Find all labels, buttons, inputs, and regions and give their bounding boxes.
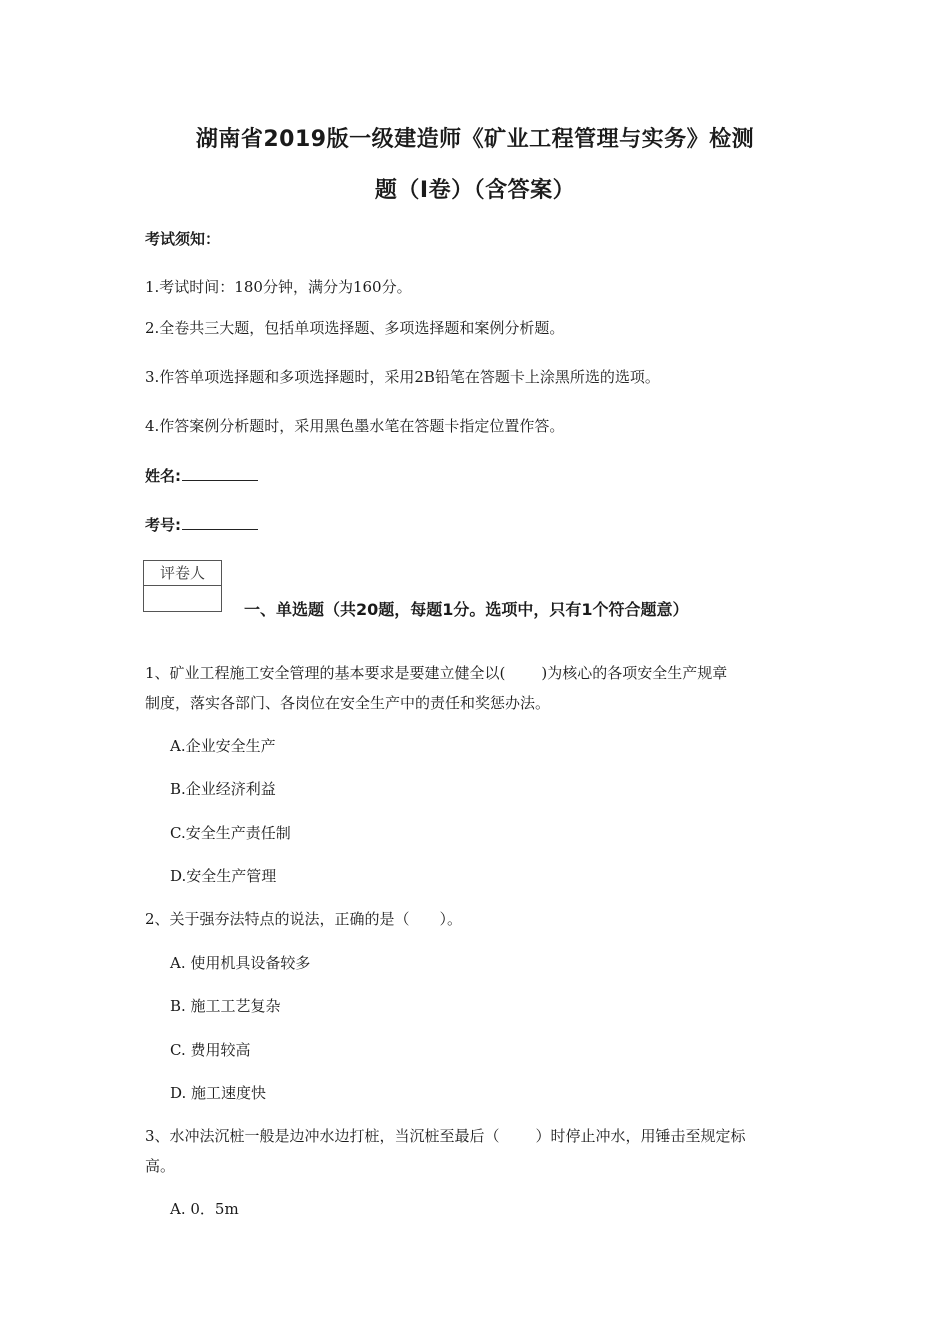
document-title-line1: 湖南省2019版一级建造师《矿业工程管理与实务》检测 — [195, 127, 755, 152]
grader-label: 评卷人 — [144, 561, 221, 586]
question-3-stem-part-a: 3、水冲法沉桩一般是边冲水边打桩，当沉桩至最后（ — [145, 1127, 500, 1145]
name-field — [145, 464, 258, 486]
notice-item-3: 3.作答单项选择题和多项选择题时，采用2B铅笔在答题卡上涂黑所选的选项。 — [145, 368, 660, 386]
notice-item-1: 1.考试时间：180分钟，满分为160分。 — [145, 278, 412, 296]
question-3-option-a: A. 0．5m — [170, 1200, 239, 1218]
notice-item-2: 2.全卷共三大题，包括单项选择题、多项选择题和案例分析题。 — [145, 319, 565, 337]
id-field-label: 考号: — [145, 516, 181, 534]
question-2-option-d: D. 施工速度快 — [170, 1084, 267, 1102]
name-field-blank — [182, 464, 258, 481]
question-1-stem-line2: 制度，落实各部门、各岗位在安全生产中的责任和奖惩办法。 — [145, 694, 551, 712]
notice-heading: 考试须知： — [145, 230, 221, 248]
question-3-stem-part-b: ）时停止冲水，用锤击至规定标 — [535, 1127, 746, 1145]
id-field — [145, 513, 258, 535]
notice-item-4: 4.作答案例分析题时，采用黑色墨水笔在答题卡指定位置作答。 — [145, 417, 565, 435]
question-2-stem: 2、关于强夯法特点的说法，正确的是（ ）。 — [145, 910, 463, 928]
name-field-label: 姓名: — [145, 467, 181, 485]
question-2-option-b: B. 施工工艺复杂 — [170, 997, 281, 1015]
question-1-option-b: B.企业经济利益 — [170, 780, 276, 798]
question-1-stem-line1 — [145, 662, 727, 683]
question-1-option-c: C.安全生产责任制 — [170, 824, 291, 842]
question-1-stem-part-b: )为核心的各项安全生产规章 — [541, 664, 728, 682]
question-1-option-a: A.企业安全生产 — [170, 737, 276, 755]
grader-box — [143, 560, 222, 612]
question-3-stem-line2: 高。 — [145, 1157, 176, 1175]
question-2-option-c: C. 费用较高 — [170, 1041, 251, 1059]
question-2-option-a: A. 使用机具设备较多 — [170, 954, 311, 972]
question-1-option-d: D.安全生产管理 — [170, 867, 277, 885]
document-title-line2: 题（I卷）（含答案） — [374, 178, 576, 203]
question-1-stem-part-a: 1、矿业工程施工安全管理的基本要求是要建立健全以( — [145, 664, 506, 682]
id-field-blank — [182, 513, 258, 530]
question-3-stem-line1 — [145, 1125, 746, 1146]
section-title: 一、单选题（共20题，每题1分。选项中，只有1个符合题意） — [244, 600, 689, 619]
